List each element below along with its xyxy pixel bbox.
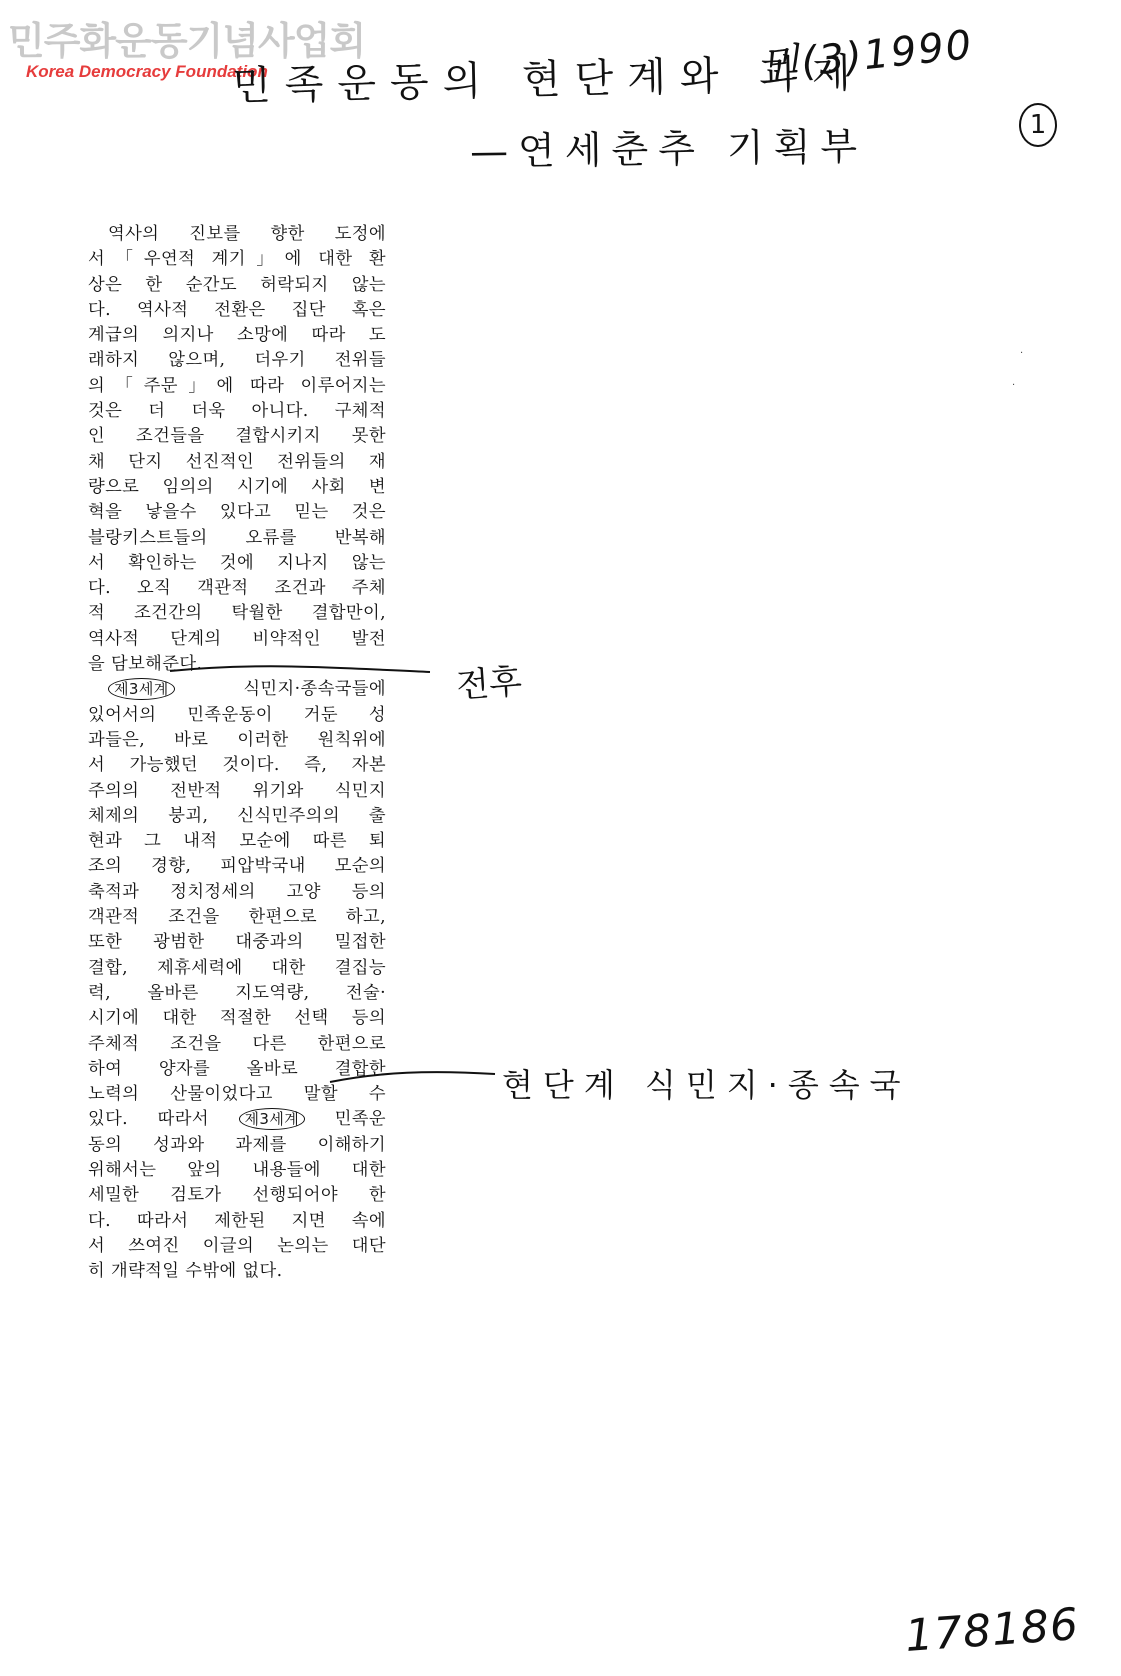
text-line: 의「주문」에 따라 이루어지는 [88,375,386,396]
margin-note-1: 전후 [454,661,524,707]
text-span: 식민지·종속국들에 [243,679,386,700]
document-code: 민(3)1990 [758,21,976,90]
text-line: 을 담보해준다. [88,654,203,675]
text-line: 인 조건들을 결합시키지 못한 [88,426,386,447]
text-line: 채 단지 선진적인 전위들의 재 [88,451,386,472]
text-span: 있다. 따라서 [88,1109,209,1130]
text-line: 다. 오직 객관적 조건과 주체 [88,578,386,599]
text-line: 또한 광범한 대중과의 밀접한 [88,932,386,953]
text-line: 량으로 임의의 시기에 사회 변 [88,476,386,497]
page-number: 1 [1019,103,1057,147]
text-line: 위해서는 앞의 내용들에 대한 [88,1159,386,1180]
archive-number: 178186 [903,1598,1081,1663]
text-line: 노력의 산물이었다고 말할 수 [88,1084,386,1105]
document-subtitle: —연세춘추 기획부 [469,124,868,174]
paragraph-1 [88,222,386,677]
text-line: 력, 올바른 지도역량, 전술· [88,982,386,1003]
paragraph-3 [88,1133,386,1285]
text-line: 결합, 제휴세력에 대한 결집능 [88,957,386,978]
text-line: 역사의 진보를 향한 도정에 [108,224,386,244]
margin-note-2: 현단계 식민지·종속국 [502,1066,911,1104]
text-line: 다. 역사적 전환은 집단 혹은 [88,299,386,320]
text-line: 주의의 전반적 위기와 식민지 [88,780,386,801]
text-line: 계급의 의지나 소망에 따라 도 [88,325,386,346]
text-line: 서 쓰여진 이글의 논의는 대단 [88,1235,386,1256]
text-line: 혁을 낳을수 있다고 믿는 것은 [88,502,386,523]
paragraph-2-first-line [88,677,386,702]
text-line: 현과 그 내적 모순에 따른 퇴 [88,831,386,852]
text-line: 서 가능했던 것이다. 즉, 자본 [88,755,386,776]
text-line: 역사적 단계의 비약적인 발전 [88,628,386,649]
paragraph-2 [88,703,386,1108]
text-line: 세밀한 검토가 선행되어야 한 [88,1185,386,1206]
text-line: 상은 한 순간도 허락되지 않는 [88,274,386,295]
text-line: 과들은, 바로 이러한 원칙위에 [88,729,386,750]
text-line: 적 조건간의 탁월한 결합만이, [88,603,386,624]
text-line: 하여 양자를 올바로 결합한 [88,1058,386,1079]
text-line: 서「우연적 계기」에 대한 환 [88,249,386,270]
text-line: 주체적 조건을 다른 한편으로 [88,1033,386,1054]
paragraph-2-circle-line [88,1107,386,1132]
text-line: 블랑키스트들의 오류를 반복해 [88,527,386,548]
text-line: 있어서의 민족운동이 거둔 성 [88,704,386,725]
watermark-english: Korea Democracy Foundation [26,62,268,81]
text-line: 체제의 붕괴, 신식민주의의 출 [88,805,386,826]
text-line: 객관적 조건을 한편으로 하고, [88,907,386,928]
text-line: 축적과 정치정세의 고양 등의 [88,881,386,902]
text-span: 민족운 [334,1109,386,1130]
scan-speck: · [1020,348,1024,359]
text-line: 것은 더 더욱 아니다. 구체적 [88,401,386,422]
text-line: 래하지 않으며, 더우기 전위들 [88,350,386,371]
text-line: 히 개략적일 수밖에 없다. [88,1261,283,1282]
scan-speck: · [1012,380,1016,391]
article-body [88,222,386,1284]
text-line: 동의 성과와 과제를 이해하기 [88,1134,386,1155]
text-line: 조의 경향, 피압박국내 모순의 [88,856,386,877]
document-title: 민족운동의 현단계와 과제 [231,50,865,110]
circled-term: 제3세계 [108,678,175,700]
watermark-korean: 민주화운동기념사업회 [8,19,366,63]
text-line: 시기에 대한 적절한 선택 등의 [88,1008,386,1029]
text-line: 다. 따라서 제한된 지면 속에 [88,1210,386,1231]
text-line: 서 확인하는 것에 지나지 않는 [88,552,386,573]
circled-term-2: 제3세계 [239,1108,306,1130]
